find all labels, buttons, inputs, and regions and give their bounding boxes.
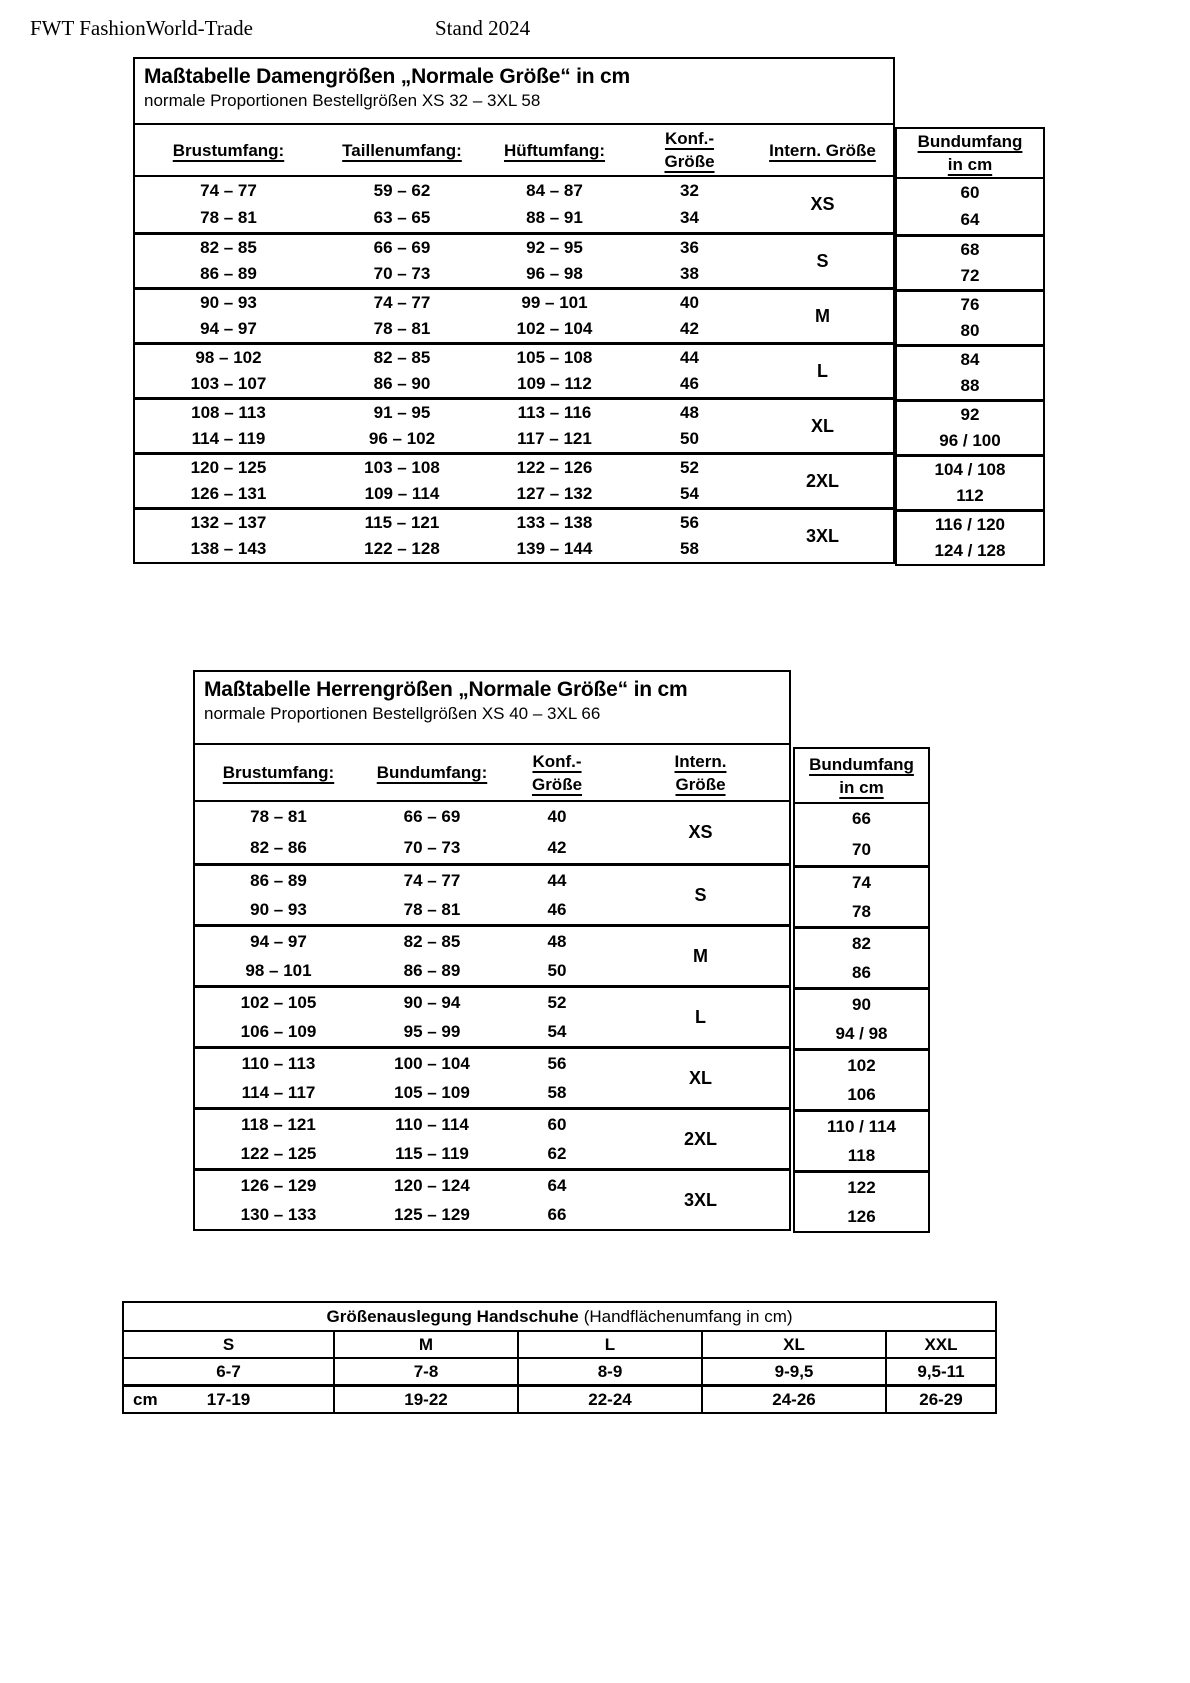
- size-group-row: [135, 507, 893, 562]
- gloves-size-value: 9-9,5: [701, 1359, 885, 1384]
- measurement-cell: 120 – 125: [190, 458, 267, 477]
- measurement-cell: 102 – 104: [516, 319, 593, 338]
- measurement-cell: 98 – 102: [195, 348, 262, 367]
- bundumfang-group: [897, 234, 1043, 289]
- column-header: [627, 127, 752, 173]
- column-header-line: Brustumfang:: [222, 763, 335, 782]
- measurement-cell: 44: [547, 870, 567, 890]
- bundumfang-value: 94 / 98: [835, 1023, 888, 1043]
- intl-size-cell: 2XL: [805, 470, 839, 491]
- measurement-cell: 82 – 86: [250, 837, 307, 857]
- measurement-cell: 127 – 132: [516, 484, 593, 503]
- measurement-cell: 94 – 97: [200, 319, 257, 338]
- women-table-title: Maßtabelle Damengrößen „Normale Größe“ in cm: [144, 65, 630, 88]
- size-group-row: [135, 452, 893, 507]
- measurement-cell: 32: [680, 180, 699, 200]
- measurement-cell: 36: [680, 238, 699, 257]
- size-group-row: [135, 177, 893, 232]
- bundumfang-value: 106: [847, 1084, 876, 1104]
- bundumfang-value: 80: [960, 321, 980, 340]
- bundumfang-value: 72: [960, 266, 980, 285]
- gloves-sizes-row: [124, 1357, 995, 1384]
- measurement-cell: 44: [680, 348, 699, 367]
- measurement-cell: 86 – 89: [200, 264, 257, 283]
- column-header: [752, 139, 893, 162]
- bundumfang-value: 92: [960, 405, 980, 424]
- intl-size-cell: 3XL: [683, 1189, 717, 1210]
- measurement-cell: 94 – 97: [250, 931, 307, 951]
- measurement-cell: 82 – 85: [200, 238, 257, 257]
- gloves-size-header: L: [517, 1332, 701, 1357]
- measurement-cell: 62: [547, 1143, 567, 1163]
- measurement-cell: 40: [680, 293, 699, 312]
- gloves-size-header: XXL: [885, 1332, 995, 1357]
- gloves-title-bold: Größenauslegung Handschuhe: [326, 1306, 579, 1326]
- bundumfang-value: 68: [960, 240, 980, 259]
- measurement-cell: 95 – 99: [403, 1021, 461, 1041]
- size-group-row: [195, 985, 789, 1046]
- column-header: [135, 139, 322, 162]
- bundumfang-group: [795, 926, 928, 987]
- size-group-row: [135, 342, 893, 397]
- bundumfang-value: 112: [956, 486, 984, 505]
- gloves-header-row: [124, 1330, 995, 1357]
- size-group-row: [195, 924, 789, 985]
- measurement-cell: 48: [680, 403, 699, 422]
- stand-text: Stand 2024: [435, 16, 531, 40]
- measurement-cell: 91 – 95: [373, 403, 431, 422]
- intl-size-cell: S: [816, 250, 829, 271]
- size-group-row: [135, 232, 893, 287]
- size-group-row: [195, 1046, 789, 1107]
- measurement-cell: 86 – 89: [403, 960, 461, 980]
- measurement-cell: 138 – 143: [190, 539, 267, 558]
- gloves-size-value: 9,5-11: [885, 1359, 995, 1384]
- measurement-cell: 100 – 104: [394, 1053, 470, 1073]
- measurement-cell: 106 – 109: [240, 1021, 317, 1041]
- measurement-cell: 64: [547, 1175, 567, 1195]
- column-header-line: Konf.-: [664, 129, 715, 148]
- column-header-line: Konf.-: [532, 751, 582, 771]
- measurement-cell: 54: [680, 484, 699, 503]
- size-group-row: [195, 802, 789, 863]
- bundumfang-value: 110 / 114: [826, 1116, 897, 1136]
- measurement-cell: 66: [547, 1204, 567, 1224]
- gloves-size-header: M: [333, 1332, 517, 1357]
- measurement-cell: 70 – 73: [373, 264, 431, 283]
- gloves-cm-value: 22-24: [517, 1387, 701, 1412]
- intl-size-cell: 3XL: [805, 525, 839, 546]
- bundumfang-value: 78: [852, 901, 871, 921]
- gloves-size-value: 6-7: [216, 1361, 241, 1381]
- measurement-cell: 109 – 112: [517, 374, 592, 393]
- measurement-cell: 52: [547, 992, 567, 1012]
- measurement-cell: 98 – 101: [245, 960, 312, 980]
- gloves-title-normal: (Handflächenumfang in cm): [583, 1306, 793, 1326]
- measurement-cell: 132 – 137: [190, 513, 267, 532]
- measurement-cell: 133 – 138: [516, 513, 593, 532]
- measurement-cell: 78 – 81: [373, 319, 431, 338]
- bundumfang-header: [897, 129, 1043, 179]
- measurement-cell: 122 – 125: [240, 1143, 317, 1163]
- measurement-cell: 130 – 133: [240, 1204, 317, 1224]
- measurement-cell: 115 – 119: [395, 1143, 469, 1163]
- column-header-line: Intern.: [674, 751, 727, 771]
- bundumfang-value: 82: [852, 933, 871, 953]
- bundumfang-value: 66: [852, 809, 871, 829]
- column-header: [502, 750, 612, 796]
- measurement-cell: 42: [547, 837, 567, 857]
- measurement-cell: 118 – 121: [241, 1114, 316, 1134]
- intl-size-cell: M: [693, 945, 708, 966]
- measurement-cell: 48: [547, 931, 567, 951]
- measurement-cell: 82 – 85: [373, 348, 431, 367]
- measurement-cell: 46: [547, 899, 567, 919]
- bundumfang-value: 70: [852, 839, 871, 859]
- measurement-cell: 42: [680, 319, 699, 338]
- intl-size-cell: M: [815, 305, 830, 326]
- column-header-row: [195, 745, 789, 802]
- measurement-cell: 90 – 93: [250, 899, 307, 919]
- bundumfang-value: 104 / 108: [934, 460, 1006, 479]
- measurement-cell: 96 – 102: [368, 429, 436, 448]
- gloves-size-value: 8-9: [517, 1359, 701, 1384]
- measurement-cell: 74 – 77: [403, 870, 461, 890]
- measurement-cell: 60: [547, 1114, 567, 1134]
- column-header: [195, 761, 362, 784]
- bundumfang-group: [897, 179, 1043, 234]
- measurement-cell: 63 – 65: [373, 208, 431, 228]
- measurement-cell: 117 – 121: [517, 429, 592, 448]
- bundumfang-group: [897, 399, 1043, 454]
- bundumfang-value: 84: [960, 350, 980, 369]
- bundumfang-group: [795, 804, 928, 865]
- column-header: [362, 761, 502, 784]
- measurement-cell: 110 – 113: [241, 1053, 316, 1073]
- bundumfang-group: [897, 509, 1043, 564]
- bundumfang-group: [795, 1170, 928, 1231]
- size-group-row: [195, 1107, 789, 1168]
- measurement-cell: 74 – 77: [373, 293, 431, 312]
- size-group-row: [195, 863, 789, 924]
- bundumfang-group: [897, 289, 1043, 344]
- bundumfang-value: 122: [847, 1177, 876, 1197]
- measurement-cell: 82 – 85: [403, 931, 461, 951]
- measurement-cell: 105 – 109: [394, 1082, 470, 1102]
- bundumfang-group: [897, 344, 1043, 399]
- bundumfang-value: 64: [960, 210, 980, 230]
- bundumfang-value: 124 / 128: [934, 541, 1006, 560]
- column-header-line: Brustumfang:: [172, 140, 285, 160]
- gloves-cm-value: 26-29: [885, 1387, 995, 1412]
- intl-size-cell: XL: [688, 1067, 712, 1088]
- gloves-cm-value: 19-22: [333, 1387, 517, 1412]
- measurement-cell: 126 – 131: [190, 484, 267, 503]
- intl-size-cell: S: [694, 884, 707, 905]
- measurement-cell: 102 – 105: [240, 992, 317, 1012]
- men-table-title: Maßtabelle Herrengrößen „Normale Größe“ in cm: [204, 678, 688, 701]
- men-size-table: [193, 745, 791, 1231]
- measurement-cell: 90 – 93: [200, 293, 257, 312]
- measurement-cell: 56: [680, 513, 699, 532]
- measurement-cell: 88 – 91: [526, 208, 583, 228]
- gloves-size-header: XL: [701, 1332, 885, 1357]
- column-header-line: Hüftumfang:: [503, 140, 606, 160]
- bundumfang-group: [795, 1048, 928, 1109]
- measurement-cell: 108 – 113: [191, 403, 266, 422]
- gloves-size-table: [122, 1301, 997, 1414]
- size-group-row: [195, 1168, 789, 1229]
- measurement-cell: 58: [547, 1082, 567, 1102]
- column-header: [482, 139, 627, 162]
- measurement-cell: 120 – 124: [394, 1175, 470, 1195]
- measurement-cell: 122 – 128: [364, 539, 440, 558]
- women-table-title-box: [133, 57, 895, 125]
- measurement-cell: 78 – 81: [403, 899, 461, 919]
- column-header: [322, 139, 482, 162]
- bundumfang-group: [795, 1109, 928, 1170]
- column-header-line: Größe: [531, 774, 583, 794]
- measurement-cell: 109 – 114: [364, 484, 440, 503]
- measurement-cell: 114 – 119: [191, 429, 266, 448]
- measurement-cell: 122 – 126: [516, 458, 593, 477]
- bundumfang-header-line: in cm: [839, 777, 884, 797]
- intl-size-cell: 2XL: [683, 1128, 717, 1149]
- column-header-line: Intern. Größe: [769, 140, 876, 160]
- measurement-cell: 66 – 69: [373, 238, 431, 257]
- size-group-row: [135, 287, 893, 342]
- measurement-cell: 115 – 121: [364, 513, 440, 532]
- bundumfang-value: 60: [960, 182, 980, 202]
- column-header-line: Größe: [675, 774, 726, 794]
- measurement-cell: 59 – 62: [373, 180, 431, 200]
- measurement-cell: 52: [680, 458, 699, 477]
- measurement-cell: 34: [680, 208, 699, 228]
- measurement-cell: 78 – 81: [200, 208, 257, 228]
- intl-size-cell: XS: [688, 822, 713, 842]
- measurement-cell: 56: [547, 1053, 567, 1073]
- intl-size-cell: XL: [810, 415, 834, 436]
- measurement-cell: 114 – 117: [241, 1082, 316, 1102]
- document-header: [0, 16, 1190, 46]
- bundumfang-value: 90: [852, 994, 871, 1014]
- women-bundumfang-column: [895, 127, 1045, 566]
- measurement-cell: 78 – 81: [250, 807, 307, 827]
- men-table-title-box: [193, 670, 791, 745]
- measurement-cell: 126 – 129: [240, 1175, 317, 1195]
- measurement-cell: 105 – 108: [516, 348, 593, 367]
- measurement-cell: 70 – 73: [403, 837, 461, 857]
- measurement-cell: 103 – 108: [364, 458, 440, 477]
- measurement-cell: 113 – 116: [517, 403, 592, 422]
- measurement-cell: 103 – 107: [190, 374, 267, 393]
- measurement-cell: 46: [680, 374, 699, 393]
- men-bundumfang-column: [793, 747, 930, 1233]
- bundumfang-value: 126: [847, 1206, 876, 1226]
- intl-size-cell: L: [817, 360, 828, 381]
- measurement-cell: 74 – 77: [200, 180, 257, 200]
- gloves-cm-value-text: 17-19: [206, 1389, 251, 1409]
- bundumfang-value: 96 / 100: [939, 431, 1001, 450]
- measurement-cell: 66 – 69: [403, 807, 461, 827]
- measurement-cell: 40: [547, 807, 567, 827]
- bundumfang-value: 116 / 120: [935, 515, 1005, 534]
- measurement-cell: 54: [547, 1021, 567, 1041]
- bundumfang-value: 74: [852, 872, 871, 892]
- gloves-cm-value: [124, 1387, 333, 1412]
- gloves-size-value: 7-8: [333, 1359, 517, 1384]
- brand-text: FWT FashionWorld-Trade: [30, 16, 253, 40]
- bundumfang-header-line: Bundumfang: [917, 132, 1023, 151]
- column-header-line: Taillenumfang:: [342, 140, 462, 160]
- women-size-table: [133, 125, 895, 564]
- women-table-subtitle: normale Proportionen Bestellgrößen XS 32 – 3XL 58: [144, 91, 541, 110]
- measurement-cell: 58: [680, 539, 699, 558]
- bundumfang-group: [795, 987, 928, 1048]
- measurement-cell: 125 – 129: [394, 1204, 470, 1224]
- measurement-cell: 90 – 94: [403, 992, 461, 1012]
- measurement-cell: 86 – 89: [250, 870, 307, 890]
- intl-size-cell: L: [695, 1006, 706, 1027]
- gloves-cm-row: [124, 1384, 995, 1412]
- measurement-cell: 38: [680, 264, 699, 283]
- gloves-title-row: [124, 1303, 995, 1330]
- gloves-cm-value: 24-26: [701, 1387, 885, 1412]
- men-table-subtitle: normale Proportionen Bestellgrößen XS 40 – 3XL 66: [204, 704, 601, 723]
- measurement-cell: 99 – 101: [521, 293, 588, 312]
- measurement-cell: 92 – 95: [526, 238, 583, 257]
- gloves-title: [124, 1303, 995, 1330]
- measurement-cell: 86 – 90: [373, 374, 431, 393]
- bundumfang-value: 102: [847, 1055, 876, 1075]
- bundumfang-header-line: Bundumfang: [809, 754, 914, 774]
- measurement-cell: 50: [680, 429, 699, 448]
- measurement-cell: 84 – 87: [526, 180, 583, 200]
- size-group-row: [135, 397, 893, 452]
- bundumfang-value: 118: [847, 1145, 876, 1165]
- column-header-line: Größe: [664, 152, 715, 171]
- column-header-line: Bundumfang:: [376, 763, 488, 782]
- measurement-cell: 50: [547, 960, 567, 980]
- bundumfang-value: 88: [960, 376, 980, 395]
- cm-unit-label: cm: [133, 1389, 158, 1409]
- bundumfang-group: [795, 865, 928, 926]
- bundumfang-value: 76: [960, 295, 980, 314]
- bundumfang-header-line: in cm: [947, 155, 993, 174]
- gloves-size-header: S: [222, 1334, 235, 1354]
- bundumfang-value: 86: [852, 962, 871, 982]
- column-header-row: [135, 125, 893, 177]
- measurement-cell: 96 – 98: [526, 264, 583, 283]
- measurement-cell: 139 – 144: [516, 539, 593, 558]
- intl-size-cell: XS: [810, 194, 835, 214]
- measurement-cell: 110 – 114: [395, 1114, 469, 1134]
- bundumfang-group: [897, 454, 1043, 509]
- bundumfang-header: [795, 749, 928, 804]
- column-header: [612, 750, 789, 796]
